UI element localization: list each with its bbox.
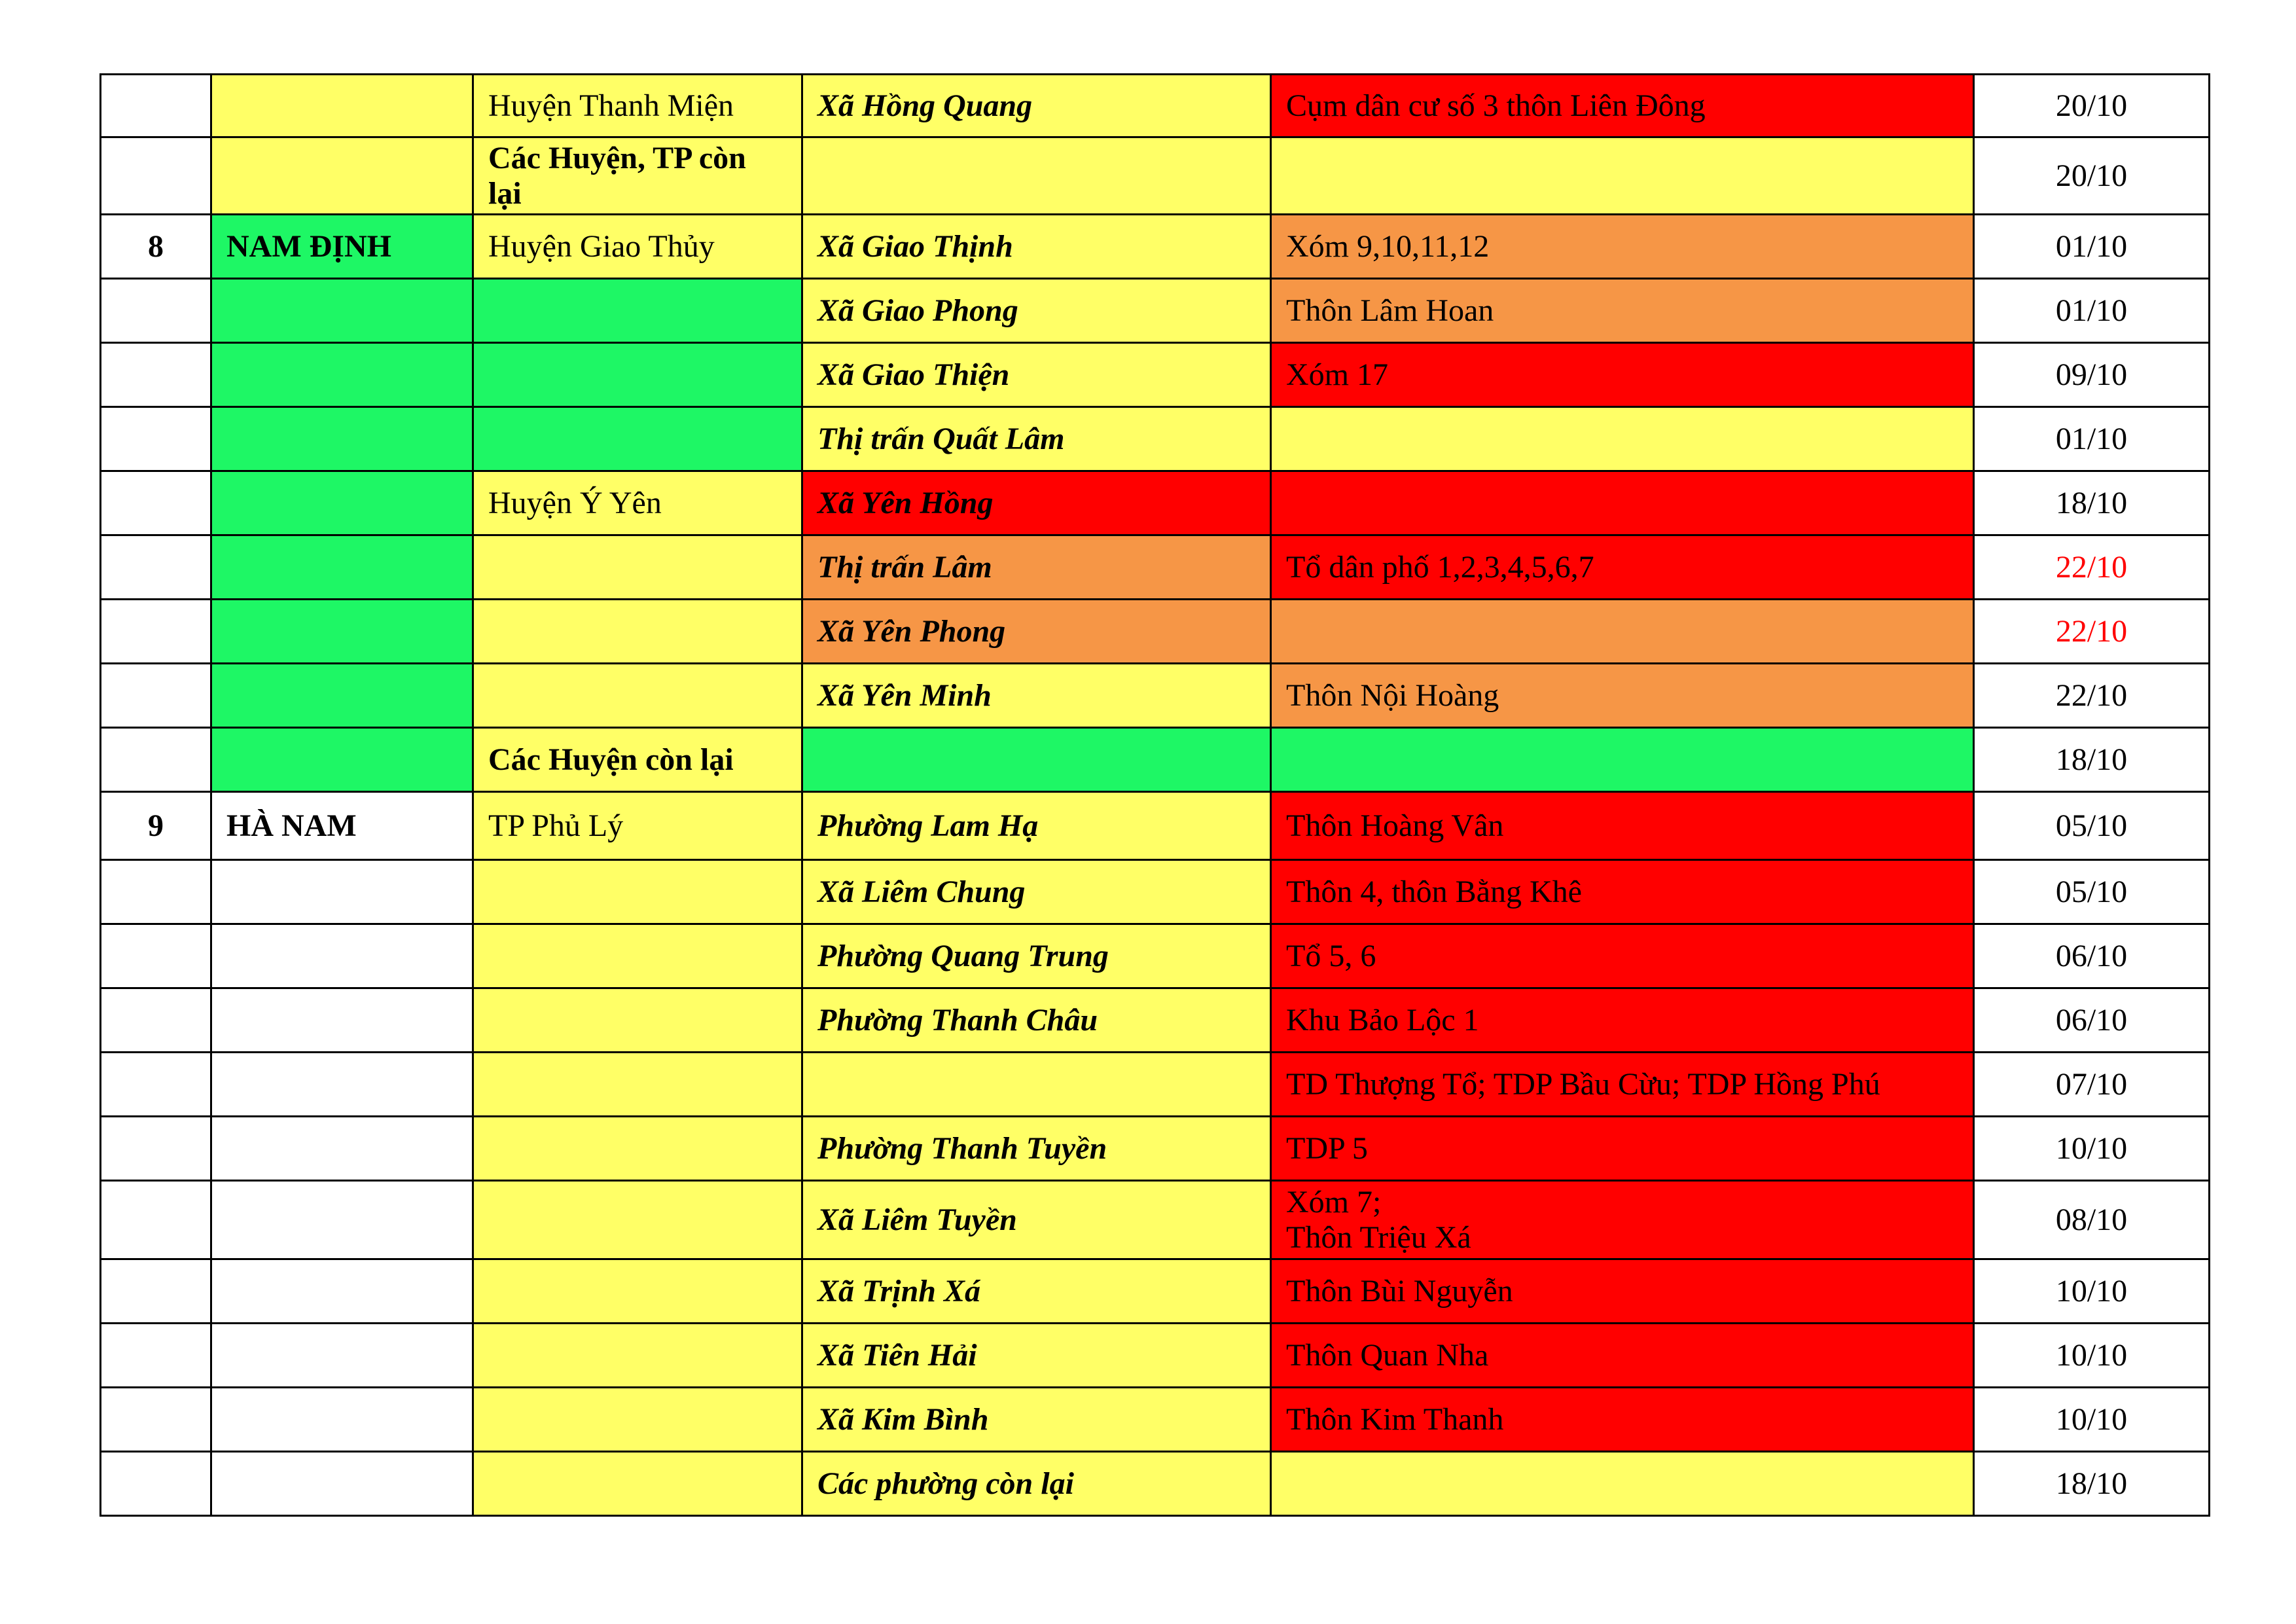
cell-date-text: 01/10 (2055, 228, 2128, 264)
cell-commune-text: Xã Tiên Hải (817, 1337, 977, 1373)
cell-hamlet (1271, 471, 1974, 535)
cell-district-text: Các Huyện còn lại (488, 742, 734, 777)
cell-date (1974, 1452, 2210, 1516)
cell-commune-text: Xã Hồng Quang (817, 88, 1033, 123)
cell-hamlet (1271, 407, 1974, 471)
cell-district (473, 664, 802, 728)
cell-stt (101, 137, 211, 215)
cell-hamlet-text: Thôn Lâm Hoan (1286, 293, 1494, 328)
table-row (101, 664, 2210, 728)
cell-date-text: 10/10 (2055, 1273, 2128, 1308)
cell-date (1974, 1388, 2210, 1452)
cell-hamlet (1271, 988, 1974, 1053)
cell-district (473, 1181, 802, 1259)
cell-date (1974, 471, 2210, 535)
cell-stt (101, 792, 211, 860)
cell-date (1974, 407, 2210, 471)
cell-hamlet-text: Thôn Nội Hoàng (1286, 677, 1499, 713)
cell-stt (101, 1181, 211, 1259)
cell-stt (101, 407, 211, 471)
cell-commune (802, 343, 1271, 407)
cell-stt (101, 535, 211, 600)
cell-province (211, 279, 473, 343)
cell-district-text: Huyện Thanh Miện (488, 88, 734, 123)
cell-commune (802, 1324, 1271, 1388)
cell-hamlet (1271, 535, 1974, 600)
hamlet-line: Thôn Triệu Xá (1286, 1219, 1471, 1255)
cell-date-text: 22/10 (2055, 549, 2128, 585)
cell-date-text: 20/10 (2055, 158, 2128, 193)
cell-district (473, 343, 802, 407)
cell-date (1974, 1259, 2210, 1324)
cell-province (211, 988, 473, 1053)
cell-date (1974, 728, 2210, 792)
cell-stt (101, 988, 211, 1053)
cell-province (211, 860, 473, 924)
cell-district (473, 215, 802, 279)
cell-district (473, 75, 802, 137)
cell-commune (802, 471, 1271, 535)
table-row (101, 1324, 2210, 1388)
table-row (101, 137, 2210, 215)
cell-hamlet (1271, 664, 1974, 728)
cell-province (211, 1181, 473, 1259)
cell-province (211, 1053, 473, 1117)
table-row (101, 1388, 2210, 1452)
cell-hamlet (1271, 1181, 1974, 1259)
cell-stt (101, 860, 211, 924)
cell-province (211, 215, 473, 279)
cell-commune (802, 1259, 1271, 1324)
cell-hamlet-text: TDP 5 (1286, 1130, 1368, 1166)
cell-date-text: 10/10 (2055, 1337, 2128, 1373)
cell-hamlet-text: Xóm 9,10,11,12 (1286, 228, 1490, 264)
cell-date-text: 06/10 (2055, 938, 2128, 973)
cell-date (1974, 792, 2210, 860)
cell-province (211, 471, 473, 535)
cell-commune (802, 600, 1271, 664)
cell-date (1974, 988, 2210, 1053)
cell-stt (101, 471, 211, 535)
cell-date (1974, 535, 2210, 600)
cell-date-text: 18/10 (2055, 742, 2128, 777)
cell-commune (802, 1053, 1271, 1117)
covid-risk-table (99, 73, 2210, 1517)
table-row (101, 860, 2210, 924)
table-row (101, 924, 2210, 988)
cell-hamlet (1271, 1388, 1974, 1452)
cell-stt (101, 600, 211, 664)
cell-district (473, 1452, 802, 1516)
cell-hamlet-text: Thôn 4, thôn Bằng Khê (1286, 874, 1582, 909)
cell-stt (101, 1324, 211, 1388)
cell-district (473, 1324, 802, 1388)
cell-stt (101, 728, 211, 792)
cell-district-text: TP Phủ Lý (488, 808, 624, 843)
cell-commune-text: Thị trấn Quất Lâm (817, 421, 1065, 456)
table-row (101, 471, 2210, 535)
cell-district (473, 279, 802, 343)
cell-hamlet (1271, 215, 1974, 279)
cell-commune-text: Xã Liêm Tuyền (817, 1202, 1017, 1237)
cell-hamlet (1271, 343, 1974, 407)
cell-province-text: HÀ NAM (226, 808, 357, 843)
table-row (101, 600, 2210, 664)
cell-district (473, 924, 802, 988)
cell-commune (802, 988, 1271, 1053)
cell-district (473, 600, 802, 664)
cell-stt (101, 1053, 211, 1117)
cell-province (211, 600, 473, 664)
cell-hamlet-text: Thôn Kim Thanh (1286, 1401, 1504, 1437)
cell-hamlet-text: Tổ dân phố 1,2,3,4,5,6,7 (1286, 549, 1594, 585)
cell-district-text: Các Huyện, TP còn lại (488, 140, 746, 211)
cell-district-text: Huyện Giao Thủy (488, 228, 715, 264)
cell-province (211, 407, 473, 471)
cell-date (1974, 664, 2210, 728)
cell-date (1974, 279, 2210, 343)
cell-stt (101, 1388, 211, 1452)
table-row (101, 728, 2210, 792)
cell-district (473, 535, 802, 600)
cell-district (473, 1259, 802, 1324)
cell-stt (101, 215, 211, 279)
cell-commune (802, 1181, 1271, 1259)
cell-commune (802, 215, 1271, 279)
cell-province-text: NAM ĐỊNH (226, 228, 391, 264)
cell-commune (802, 1388, 1271, 1452)
cell-district (473, 860, 802, 924)
cell-date (1974, 924, 2210, 988)
cell-stt (101, 279, 211, 343)
cell-stt-text: 8 (148, 228, 164, 264)
cell-district (473, 1388, 802, 1452)
cell-commune (802, 279, 1271, 343)
cell-date (1974, 343, 2210, 407)
cell-date-text: 05/10 (2055, 874, 2128, 909)
cell-stt (101, 924, 211, 988)
table-row (101, 1452, 2210, 1516)
cell-commune-text: Thị trấn Lâm (817, 549, 992, 585)
cell-province (211, 343, 473, 407)
cell-district (473, 137, 802, 215)
cell-date (1974, 215, 2210, 279)
cell-date-text: 05/10 (2055, 808, 2128, 843)
cell-province (211, 664, 473, 728)
cell-district (473, 1053, 802, 1117)
table-row (101, 1259, 2210, 1324)
cell-province (211, 535, 473, 600)
cell-province (211, 1259, 473, 1324)
table-row (101, 343, 2210, 407)
cell-hamlet-text: Thôn Bùi Nguyễn (1286, 1273, 1513, 1308)
cell-province (211, 924, 473, 988)
cell-hamlet (1271, 860, 1974, 924)
cell-commune (802, 75, 1271, 137)
cell-commune (802, 792, 1271, 860)
cell-commune-text: Xã Giao Phong (817, 293, 1018, 328)
cell-date-text: 18/10 (2055, 1466, 2128, 1501)
cell-district (473, 792, 802, 860)
cell-commune (802, 535, 1271, 600)
cell-date-text: 08/10 (2055, 1202, 2128, 1237)
cell-province (211, 137, 473, 215)
cell-commune-text: Xã Giao Thiện (817, 357, 1010, 392)
cell-stt-text: 9 (148, 808, 164, 843)
cell-stt (101, 664, 211, 728)
cell-date (1974, 860, 2210, 924)
cell-commune-text: Xã Yên Hồng (817, 485, 994, 520)
table-row (101, 1053, 2210, 1117)
table-row (101, 407, 2210, 471)
cell-commune (802, 1117, 1271, 1181)
cell-hamlet (1271, 1452, 1974, 1516)
cell-stt (101, 1117, 211, 1181)
cell-date-text: 22/10 (2055, 677, 2128, 713)
cell-date (1974, 1324, 2210, 1388)
cell-stt (101, 75, 211, 137)
cell-province (211, 1117, 473, 1181)
cell-province (211, 1324, 473, 1388)
cell-date-text: 07/10 (2055, 1066, 2128, 1102)
cell-district (473, 728, 802, 792)
cell-commune-text: Xã Liêm Chung (817, 874, 1026, 909)
cell-hamlet (1271, 1259, 1974, 1324)
cell-province (211, 1388, 473, 1452)
cell-hamlet (1271, 279, 1974, 343)
cell-date (1974, 1053, 2210, 1117)
cell-date (1974, 75, 2210, 137)
cell-date-text: 10/10 (2055, 1130, 2128, 1166)
cell-commune-text: Các phường còn lại (817, 1466, 1074, 1501)
cell-hamlet (1271, 75, 1974, 137)
cell-date (1974, 1181, 2210, 1259)
cell-district (473, 471, 802, 535)
cell-date-text: 01/10 (2055, 293, 2128, 328)
cell-date-text: 01/10 (2055, 421, 2128, 456)
cell-hamlet (1271, 137, 1974, 215)
cell-district (473, 1117, 802, 1181)
cell-hamlet-text: Thôn Hoàng Vân (1286, 808, 1504, 843)
cell-commune-text: Xã Yên Minh (817, 677, 992, 713)
cell-hamlet-text: Khu Bảo Lộc 1 (1286, 1002, 1479, 1038)
cell-province (211, 1452, 473, 1516)
table-body (101, 75, 2210, 1516)
cell-commune (802, 137, 1271, 215)
cell-province (211, 792, 473, 860)
cell-district-text: Huyện Ý Yên (488, 485, 662, 520)
table-row (101, 535, 2210, 600)
cell-commune (802, 664, 1271, 728)
cell-hamlet (1271, 1117, 1974, 1181)
cell-date (1974, 600, 2210, 664)
cell-commune-text: Xã Giao Thịnh (817, 228, 1013, 264)
cell-date-text: 06/10 (2055, 1002, 2128, 1038)
table-row (101, 1181, 2210, 1259)
table-row (101, 279, 2210, 343)
cell-hamlet-text: Xóm 17 (1286, 357, 1388, 392)
cell-hamlet-text: TD Thượng Tổ; TDP Bầu Cừu; TDP Hồng Phú (1286, 1066, 1880, 1102)
cell-commune-text: Xã Trịnh Xá (817, 1273, 980, 1308)
cell-commune (802, 407, 1271, 471)
cell-commune-text: Xã Kim Bình (817, 1401, 989, 1437)
cell-hamlet (1271, 728, 1974, 792)
cell-commune (802, 1452, 1271, 1516)
cell-date-text: 10/10 (2055, 1401, 2128, 1437)
cell-hamlet-text: Thôn Quan Nha (1286, 1337, 1489, 1373)
cell-commune-text: Phường Thanh Tuyền (817, 1130, 1107, 1166)
cell-date-text: 18/10 (2055, 485, 2128, 520)
cell-date (1974, 137, 2210, 215)
cell-commune-text: Phường Thanh Châu (817, 1002, 1098, 1038)
cell-date-text: 22/10 (2055, 613, 2128, 649)
table-row (101, 988, 2210, 1053)
cell-stt (101, 1452, 211, 1516)
cell-hamlet (1271, 1324, 1974, 1388)
table-row (101, 792, 2210, 860)
cell-district (473, 988, 802, 1053)
cell-date-text: 09/10 (2055, 357, 2128, 392)
cell-commune (802, 860, 1271, 924)
cell-hamlet-text: Cụm dân cư số 3 thôn Liên Đông (1286, 88, 1706, 123)
cell-hamlet (1271, 1053, 1974, 1117)
cell-province (211, 728, 473, 792)
cell-commune (802, 924, 1271, 988)
cell-hamlet-text: Tổ 5, 6 (1286, 938, 1376, 973)
table-row (101, 1117, 2210, 1181)
table-row (101, 215, 2210, 279)
cell-commune-text: Xã Yên Phong (817, 613, 1006, 649)
cell-commune-text: Phường Quang Trung (817, 938, 1109, 973)
cell-hamlet (1271, 600, 1974, 664)
cell-commune (802, 728, 1271, 792)
hamlet-line: Xóm 7; (1286, 1184, 1382, 1219)
cell-hamlet (1271, 792, 1974, 860)
cell-province (211, 75, 473, 137)
cell-hamlet (1271, 924, 1974, 988)
table-row (101, 75, 2210, 137)
cell-district (473, 407, 802, 471)
cell-commune-text: Phường Lam Hạ (817, 808, 1039, 843)
cell-date-text: 20/10 (2055, 88, 2128, 123)
cell-date (1974, 1117, 2210, 1181)
cell-stt (101, 343, 211, 407)
cell-stt (101, 1259, 211, 1324)
